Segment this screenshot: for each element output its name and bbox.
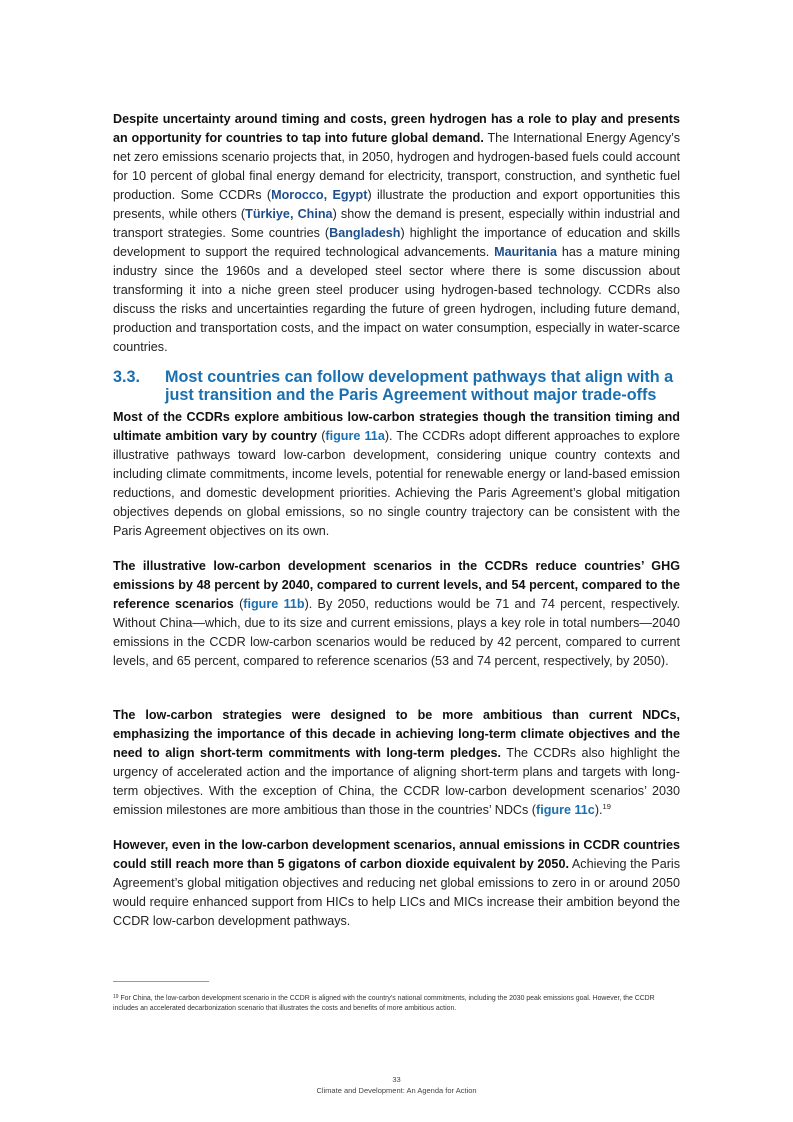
document-title: Climate and Development: An Agenda for Action <box>316 1086 477 1095</box>
footnote <box>113 992 680 1014</box>
section-number: 3.3. <box>113 368 141 386</box>
paragraph-annual-emissions: However, even in the low-carbon development scenarios, annual emissions in CCDR countries could still reach more than 5 gigatons of carbon dioxide equivalent by 2050. Achieving the Paris Agreement’s global mitigation objectives and reducing net global emissions to zero in or around 2050 would require enhanced support from HICs to help LICs and MICs increase their ambition beyond the CCDR low-carbon development pathways. <box>113 838 681 928</box>
paragraph-emission-reductions: The illustrative low-carbon development scenarios in the CCDRs reduce countries’ GHG emissions by 48 percent by 2040, compared to current levels, and 54 percent, compared to the reference scenarios (figure 11b). By 2050, reductions would be 71 and 74 percent, respectively. Without China—which, due to its size and current emissions, plays a key role in total numbers—2040 emissions in the CCDR low-carbon scenarios would be reduced by 42 percent, compared to current levels, and 65 percent, compared to reference scenarios (53 and 74 percent, respectively, by 2050). <box>113 559 680 668</box>
paragraph-ndc-ambition: The low-carbon strategies were designed to be more ambitious than current NDCs, emphasizing the importance of this decade in achieving long-term climate objectives and the need to align short-term commitments with long-term pledges. The CCDRs also highlight the urgency of accelerated action and the importance of aligning short-term plans and targets with long-term objectives. With the exception of China, the CCDR low-carbon development scenarios’ 2030 emission milestones are more ambitious than those in the countries’ NDCs (figure 11c).$^{19}$ <box>113 708 680 817</box>
section-title: Most countries can follow development pathways that align with a just transition and the Paris Agreement without major trade-offs <box>165 368 674 404</box>
section-heading <box>113 368 680 404</box>
paragraph-lead: The illustrative low-carbon development scenarios in the CCDRs reduce countries’ GHG emissions by 48 percent by 2040, compared to current levels, and 54 percent, compared to the reference scenarios <box>113 559 680 611</box>
figure-link-11a[interactable]: figure 11a <box>325 429 385 443</box>
footnote-text: For China, the low-carbon development scenario in the CCDR is aligned with the country’s national commitments, including the 2030 peak emissions goal. However, the CCDR includes an accelerated decarbonization scenario that illustrates the costs and benefits of more ambitious action. <box>113 995 655 1012</box>
country-link-turkiye-china[interactable]: Türkiye, China <box>245 207 333 221</box>
paragraph-lead: The low-carbon strategies were designed to be more ambitious than current NDCs, emphasizing the importance of this decade in achieving long-term climate objectives and the need to align short-term commitments with long-term pledges. <box>113 708 680 760</box>
paragraph-lead: Most of the CCDRs explore ambitious low-carbon strategies though the transition timing and ultimate ambition vary by country <box>113 410 680 443</box>
page-number: 33 <box>392 1075 401 1084</box>
paragraph-lead: Despite uncertainty around timing and costs, green hydrogen has a role to play and presents an opportunity for countries to tap into future global demand. <box>113 112 680 145</box>
paragraph-green-hydrogen: Despite uncertainty around timing and costs, green hydrogen has a role to play and presents an opportunity for countries to tap into future global demand. The International Energy Agency’s net zero emissions scenario projects that, in 2050, hydrogen and hydrogen-based fuels could account for 10 percent of global final energy demand for electricity, transport, construction, and synthetic fuel production. Some CCDRs (Morocco, Egypt) illustrate the production and export opportunities this presents, while others (Türkiye, China) show the demand is present, especially within industrial and transport strategies. Some countries (Bangladesh) highlight the importance of education and skills development to support the required technological advancements. Mauritania has a mature mining industry since the 1960s and a developed steel sector where there is some discussion about transforming it into a niche green steel producer using hydrogen-based technology. CCDRs also discuss the risks and uncertainties regarding the future of green hydrogen, including future demand, production and transportation costs, and the impact on water consumption, especially in water-scarce countries. <box>113 112 680 354</box>
country-link-bangladesh[interactable]: Bangladesh <box>329 226 401 240</box>
country-link-morocco-egypt[interactable]: Morocco, Egypt <box>271 188 368 202</box>
paragraph-low-carbon-strategies: Most of the CCDRs explore ambitious low-carbon strategies though the transition timing and ultimate ambition vary by country (figure 11a). The CCDRs adopt different approaches to explore illustrative pathways toward low-carbon development, considering unique country contexts and including climate commitments, income levels, potential for renewable energy or land-based emission reductions, and domestic development priorities. Achieving the Paris Agreement’s global mitigation objectives depends on global emissions, so no single country trajectory can be consistent with the Paris Agreement objectives on its own. <box>113 410 680 538</box>
figure-link-11c[interactable]: figure 11c <box>536 803 595 817</box>
footnote-divider <box>113 981 209 982</box>
paragraph-lead: However, even in the low-carbon development scenarios, annual emissions in CCDR countries could still reach more than 5 gigatons of carbon dioxide equivalent by 2050. <box>113 838 680 871</box>
country-link-mauritania[interactable]: Mauritania <box>494 245 558 259</box>
footnote-number: 19 <box>113 994 119 1000</box>
figure-link-11b[interactable]: figure 11b <box>243 597 305 611</box>
footnote-reference[interactable]: 19 <box>602 802 611 811</box>
